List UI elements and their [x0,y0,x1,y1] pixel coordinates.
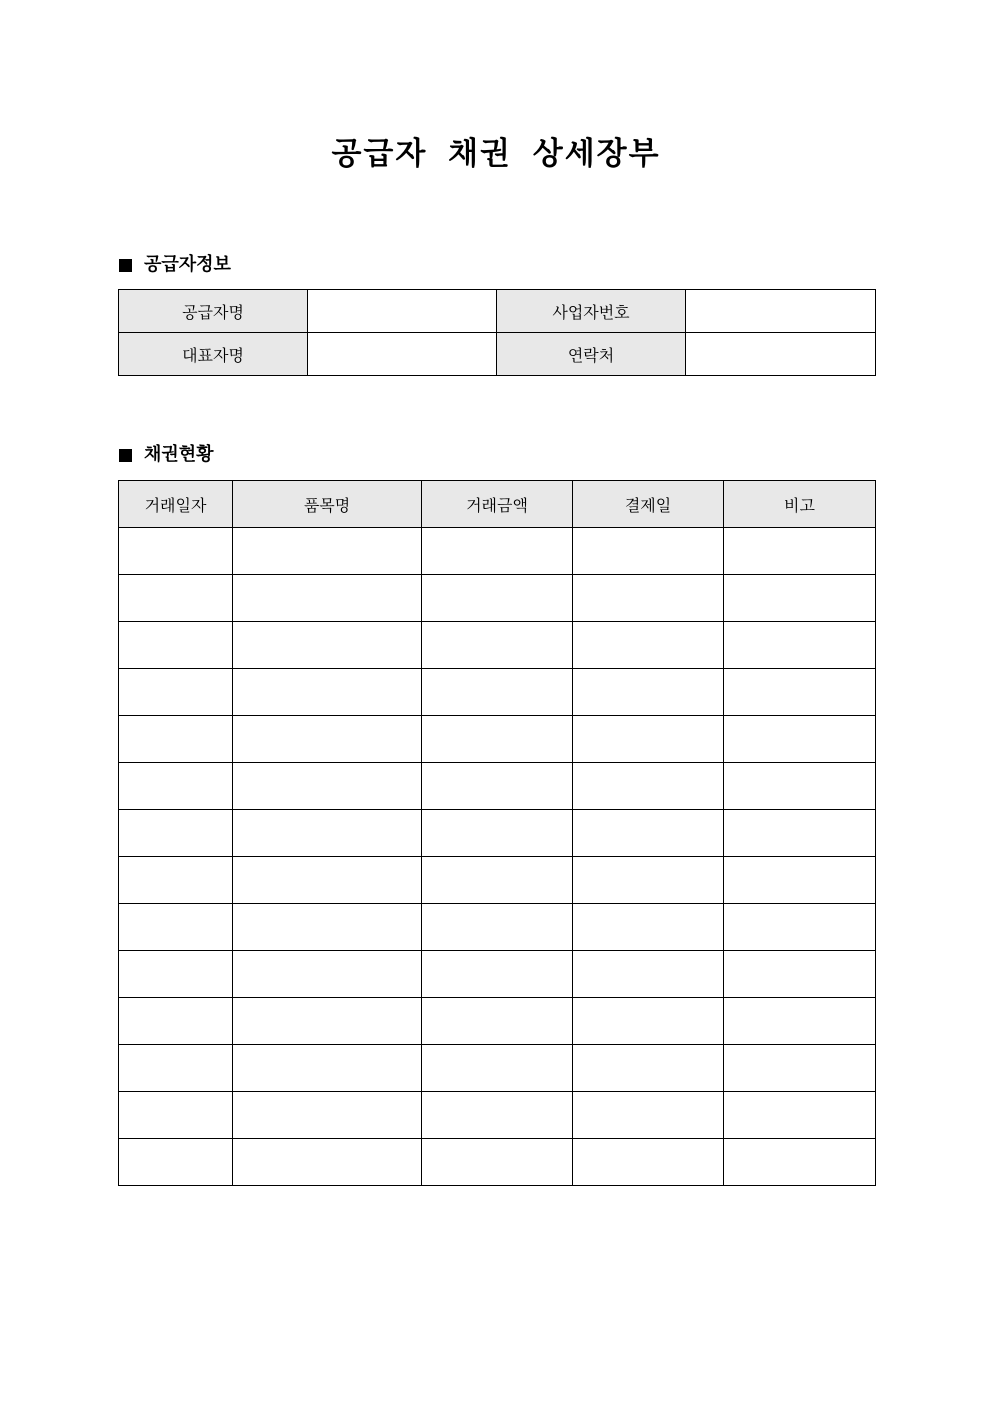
table-row [119,1045,876,1092]
transaction-date-cell[interactable] [119,622,233,669]
column-header-transaction-date: 거래일자 [119,481,233,528]
remarks-cell[interactable] [724,998,876,1045]
item-name-cell[interactable] [233,1092,422,1139]
transaction-date-cell[interactable] [119,998,233,1045]
transaction-amount-cell[interactable] [422,857,573,904]
table-row [119,763,876,810]
transaction-date-cell[interactable] [119,716,233,763]
payment-date-cell[interactable] [573,1092,724,1139]
remarks-cell[interactable] [724,1139,876,1186]
transaction-amount-cell[interactable] [422,575,573,622]
supplier-name-label: 공급자명 [119,290,308,333]
transaction-amount-cell[interactable] [422,669,573,716]
remarks-cell[interactable] [724,810,876,857]
payment-date-cell[interactable] [573,904,724,951]
business-number-label: 사업자번호 [497,290,686,333]
transaction-date-cell[interactable] [119,1139,233,1186]
contact-label: 연락처 [497,333,686,376]
transaction-date-cell[interactable] [119,575,233,622]
table-row [119,951,876,998]
column-header-transaction-amount: 거래금액 [422,481,573,528]
payment-date-cell[interactable] [573,857,724,904]
table-row [119,810,876,857]
payment-date-cell[interactable] [573,575,724,622]
item-name-cell[interactable] [233,998,422,1045]
table-row [119,528,876,575]
representative-label: 대표자명 [119,333,308,376]
receivables-table [118,480,876,1186]
contact-field[interactable] [686,333,876,376]
transaction-amount-cell[interactable] [422,622,573,669]
square-bullet-icon [119,259,132,272]
remarks-cell[interactable] [724,1045,876,1092]
receivables-body [119,528,876,1186]
column-header-remarks: 비고 [724,481,876,528]
remarks-cell[interactable] [724,716,876,763]
representative-field[interactable] [308,333,497,376]
transaction-date-cell[interactable] [119,857,233,904]
transaction-amount-cell[interactable] [422,810,573,857]
transaction-date-cell[interactable] [119,763,233,810]
transaction-amount-cell[interactable] [422,528,573,575]
transaction-date-cell[interactable] [119,1045,233,1092]
item-name-cell[interactable] [233,810,422,857]
remarks-cell[interactable] [724,622,876,669]
transaction-amount-cell[interactable] [422,763,573,810]
table-row [119,1092,876,1139]
item-name-cell[interactable] [233,1139,422,1186]
transaction-amount-cell[interactable] [422,1139,573,1186]
table-row [119,857,876,904]
payment-date-cell[interactable] [573,1139,724,1186]
business-number-field[interactable] [686,290,876,333]
item-name-cell[interactable] [233,951,422,998]
payment-date-cell[interactable] [573,763,724,810]
payment-date-cell[interactable] [573,998,724,1045]
remarks-cell[interactable] [724,904,876,951]
remarks-cell[interactable] [724,857,876,904]
table-row [119,1139,876,1186]
remarks-cell[interactable] [724,763,876,810]
supplier-name-field[interactable] [308,290,497,333]
receivables-header-row [119,481,876,528]
payment-date-cell[interactable] [573,810,724,857]
supplier-info-row [119,290,876,333]
document-title: 공급자 채권 상세장부 [331,136,661,172]
transaction-date-cell[interactable] [119,904,233,951]
transaction-amount-cell[interactable] [422,1092,573,1139]
item-name-cell[interactable] [233,1045,422,1092]
table-row [119,669,876,716]
payment-date-cell[interactable] [573,1045,724,1092]
item-name-cell[interactable] [233,575,422,622]
supplier-info-heading-text: 공급자정보 [144,254,231,275]
transaction-date-cell[interactable] [119,1092,233,1139]
receivables-heading-text: 채권현황 [144,444,214,465]
payment-date-cell[interactable] [573,528,724,575]
table-row [119,998,876,1045]
transaction-amount-cell[interactable] [422,998,573,1045]
transaction-date-cell[interactable] [119,951,233,998]
remarks-cell[interactable] [724,575,876,622]
table-row [119,622,876,669]
payment-date-cell[interactable] [573,622,724,669]
item-name-cell[interactable] [233,857,422,904]
square-bullet-icon [119,449,132,462]
remarks-cell[interactable] [724,1092,876,1139]
supplier-info-heading [119,253,231,277]
transaction-date-cell[interactable] [119,528,233,575]
receivables-heading [119,443,214,467]
table-row [119,904,876,951]
table-row [119,575,876,622]
transaction-amount-cell[interactable] [422,716,573,763]
transaction-amount-cell[interactable] [422,1045,573,1092]
remarks-cell[interactable] [724,669,876,716]
item-name-cell[interactable] [233,622,422,669]
item-name-cell[interactable] [233,904,422,951]
item-name-cell[interactable] [233,763,422,810]
transaction-amount-cell[interactable] [422,951,573,998]
item-name-cell[interactable] [233,669,422,716]
remarks-cell[interactable] [724,951,876,998]
transaction-amount-cell[interactable] [422,904,573,951]
supplier-info-row [119,333,876,376]
remarks-cell[interactable] [724,528,876,575]
table-row [119,716,876,763]
payment-date-cell[interactable] [573,951,724,998]
payment-date-cell[interactable] [573,716,724,763]
item-name-cell[interactable] [233,716,422,763]
column-header-item-name: 품목명 [233,481,422,528]
transaction-date-cell[interactable] [119,669,233,716]
item-name-cell[interactable] [233,528,422,575]
column-header-payment-date: 결제일 [573,481,724,528]
payment-date-cell[interactable] [573,669,724,716]
supplier-info-table [118,289,876,376]
transaction-date-cell[interactable] [119,810,233,857]
